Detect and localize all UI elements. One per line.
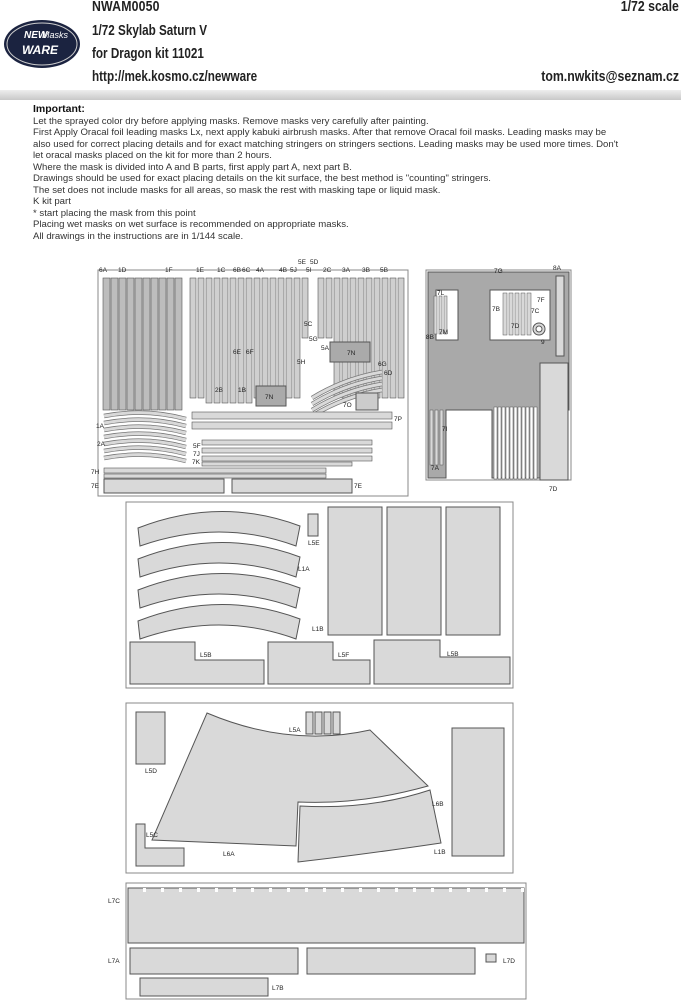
mask-l1b-2	[387, 507, 441, 635]
mask-l7a-2	[307, 948, 475, 974]
mask-label: 5C	[304, 321, 313, 328]
notch	[323, 888, 326, 892]
stripe-mask-7b	[503, 293, 507, 335]
mask-7e-right	[232, 479, 352, 493]
mask-label: 1F	[165, 267, 173, 274]
mask-label: 7B	[492, 306, 500, 313]
mask-label: 7E	[354, 483, 362, 490]
mask-label: 6E	[233, 349, 241, 356]
mask-8a	[556, 276, 564, 356]
strip-mask	[246, 278, 252, 403]
notch	[467, 888, 470, 892]
instruction-line: also used for correct placing details and for exact matching stringers on stringers sections. Leading masks may be used more times. Don't	[33, 138, 619, 150]
mask-label: 6G	[378, 361, 387, 368]
long-strip-mask	[192, 422, 392, 429]
notch	[503, 888, 506, 892]
strip-mask	[206, 278, 212, 403]
mask-label: L1A	[298, 566, 310, 573]
svg-text:Masks: Masks	[42, 30, 69, 40]
mask-label: 2A	[97, 441, 105, 448]
mask-label: L7C	[108, 898, 120, 905]
instruction-line: Drawings should be used for exact placing details on the kit surface, the best method is "counting" stringers.	[33, 173, 491, 184]
long-strip-mask	[202, 462, 352, 466]
mask-label: 7H	[91, 469, 100, 476]
strip-mask	[262, 278, 268, 398]
mask-label: 9	[541, 339, 545, 346]
stripe-mask-7i	[435, 410, 438, 465]
product-title: 1/72 Skylab Saturn V	[92, 22, 208, 39]
mask-label: 6A	[99, 267, 107, 274]
strip-mask	[302, 278, 308, 338]
mask-label: 1B	[238, 387, 246, 394]
mask-label: 5A	[321, 345, 329, 352]
instruction-line: The set does not include masks for all areas, so mask the rest with masking tape or liquid mask.	[33, 184, 441, 196]
mask-label: 7P	[394, 416, 402, 423]
mask-label: 8A	[553, 265, 561, 272]
mask-label: 5G	[309, 336, 318, 343]
mask-l1b-3	[446, 507, 500, 635]
mask-label: 7N	[265, 394, 274, 401]
strip-mask	[278, 278, 284, 398]
mask-label: 5B	[380, 267, 388, 274]
mask-label: 3B	[362, 267, 370, 274]
mask-label: 5D	[310, 259, 319, 266]
strip-mask	[318, 278, 324, 338]
mask-label: 1A	[96, 423, 104, 430]
notch	[449, 888, 452, 892]
notch	[359, 888, 362, 892]
mask-label: 6C	[242, 267, 251, 274]
strip-mask	[127, 278, 134, 410]
stripe-mask	[522, 407, 525, 479]
mask-label: 7K	[192, 459, 200, 466]
mask-label: 1C	[217, 267, 226, 274]
mask-l5d	[136, 712, 165, 764]
mask-label: 5E	[298, 259, 306, 266]
mask-label: 5H	[297, 359, 306, 366]
notch	[269, 888, 272, 892]
mask-label: L7B	[272, 985, 284, 992]
long-strip-mask	[104, 468, 326, 473]
mask-label: 4B	[279, 267, 287, 274]
mask-7o	[356, 393, 378, 410]
notch	[287, 888, 290, 892]
strip-mask	[286, 278, 292, 398]
instruction-line: Where the mask is divided into A and B parts, first apply part A, next part B.	[33, 161, 352, 173]
notch	[215, 888, 218, 892]
mask-l1b-1	[328, 507, 382, 635]
mask-label: 6D	[384, 370, 393, 377]
instructions-heading: Important:	[33, 103, 85, 115]
strip-mask	[294, 278, 300, 398]
strip-mask	[390, 278, 396, 398]
instruction-line: First Apply Oracal foil leading masks Lx, next apply kabuki airbrush masks. After that remove Oracal foil masks. Leading masks may be	[33, 127, 607, 138]
notch	[251, 888, 254, 892]
mask-label: L5B	[447, 651, 459, 658]
strip-mask	[198, 278, 204, 398]
mask-label: L5D	[145, 768, 157, 775]
mask-label: 7A	[431, 465, 439, 472]
mask-7e-left	[104, 479, 224, 493]
mask-label: L6B	[432, 801, 444, 808]
svg-text:WARE: WARE	[22, 43, 58, 57]
mask-l5a-2	[315, 712, 322, 734]
website-link[interactable]: http://mek.kosmo.cz/newware	[92, 68, 258, 85]
stripe-mask	[514, 407, 517, 479]
strip-mask	[167, 278, 174, 410]
instruction-line: * start placing the mask from this point	[33, 207, 196, 219]
mask-l5a-4	[333, 712, 340, 734]
notch	[143, 888, 146, 892]
mask-label: 4A	[256, 267, 264, 274]
stripe-mask	[534, 407, 537, 479]
mask-label: L5F	[338, 652, 350, 659]
mask-label: L7A	[108, 958, 120, 965]
strip-mask	[270, 278, 276, 398]
stripe-mask	[510, 407, 513, 479]
notch	[233, 888, 236, 892]
stripe-mask	[494, 407, 497, 479]
instruction-line: let oracal masks placed on the kit for more than 2 hours.	[33, 150, 272, 161]
stripe-mask-7i	[440, 410, 443, 465]
mask-l5e	[308, 514, 318, 536]
stripe-mask-7l	[434, 296, 437, 334]
mask-l7b	[140, 978, 268, 996]
mask-label: L5E	[308, 540, 320, 547]
strip-mask	[175, 278, 182, 410]
strip-mask	[254, 278, 260, 398]
mask-label: 6F	[246, 349, 254, 356]
mask-label: 5F	[193, 443, 201, 450]
notch	[521, 888, 524, 892]
notch	[179, 888, 182, 892]
notch	[197, 888, 200, 892]
mask-label: 5I	[306, 267, 312, 274]
mask-label: 1E	[196, 267, 204, 274]
mask-label: 7E	[91, 483, 99, 490]
long-strip-mask	[202, 448, 372, 453]
strip-mask	[334, 278, 340, 398]
long-strip-mask	[192, 412, 392, 419]
mask-l7d	[486, 954, 496, 962]
mask-l7c	[128, 888, 524, 943]
product-code: NWAM0050	[92, 0, 160, 15]
stripe-mask	[498, 407, 501, 479]
strip-mask	[222, 278, 228, 403]
mask-label: 6B	[233, 267, 241, 274]
strip-mask	[382, 278, 388, 398]
mask-label: 7J	[193, 451, 200, 458]
stripe-mask	[518, 407, 521, 479]
long-strip-mask	[202, 456, 372, 461]
mask-label: L7D	[503, 958, 515, 965]
mask-label: 8B	[426, 334, 434, 341]
mask-label: 7M	[439, 329, 449, 336]
instruction-line: Placing wet masks on wet surface is recommended on appropriate masks.	[33, 219, 349, 230]
mask-label: L1B	[434, 849, 446, 856]
strip-mask	[398, 278, 404, 398]
instruction-line: All drawings in the instructions are in 1/144 scale.	[33, 230, 244, 242]
notch	[395, 888, 398, 892]
mask-label: 7F	[537, 297, 545, 304]
instruction-line: K kit part	[33, 196, 71, 207]
mask-label: 7G	[494, 268, 503, 275]
mask-label: 7O	[343, 402, 352, 409]
stripe-mask	[502, 407, 505, 479]
mask-l5a-1	[306, 712, 313, 734]
stripe-mask	[530, 407, 533, 479]
strip-mask	[151, 278, 158, 410]
mask-label: 7C	[531, 308, 540, 315]
mask-label: 7N	[347, 350, 356, 357]
strip-mask	[135, 278, 142, 410]
scale-label: 1/72 scale	[620, 0, 679, 15]
strip-mask	[214, 278, 220, 403]
mask-label: L5B	[200, 652, 212, 659]
strip-mask	[190, 278, 196, 398]
notch	[305, 888, 308, 892]
stripe-mask-7i	[430, 410, 433, 465]
mask-l6b	[452, 728, 504, 856]
notch	[485, 888, 488, 892]
stripe-mask	[526, 407, 529, 479]
strip-mask	[230, 278, 236, 403]
stripe-mask	[506, 407, 509, 479]
mask-label: 3A	[342, 267, 350, 274]
strip-mask	[143, 278, 150, 410]
mask-label: 7L	[437, 290, 445, 297]
strip-mask	[238, 278, 244, 403]
mask-label: 1D	[118, 267, 127, 274]
long-strip-mask	[202, 440, 372, 445]
long-strip-mask	[104, 474, 326, 478]
mask-label: 5J	[290, 267, 297, 274]
stripe-mask-7b	[521, 293, 525, 335]
strip-mask	[326, 278, 332, 338]
mask-l5a-3	[324, 712, 331, 734]
svg-text:NEW: NEW	[24, 30, 48, 41]
instruction-line: Let the sprayed color dry before applying masks. Remove masks very carefully after painting.	[33, 115, 429, 127]
strip-mask	[159, 278, 166, 410]
mask-7d	[540, 363, 568, 480]
kit-reference: for Dragon kit 11021	[92, 45, 204, 62]
mask-label: 7D	[549, 486, 558, 493]
strip-mask	[103, 278, 110, 410]
mask-label: 7D	[511, 323, 520, 330]
mask-label: L1B	[312, 626, 324, 633]
mask-label: 2C	[323, 267, 332, 274]
mask-label: L6A	[223, 851, 235, 858]
email-link[interactable]: tom.nwkits@seznam.cz	[541, 68, 679, 85]
mask-label: 7I	[442, 426, 448, 433]
strip-mask	[111, 278, 118, 410]
mask-label: L5C	[146, 832, 158, 839]
notch	[413, 888, 416, 892]
notch	[377, 888, 380, 892]
mask-l7a-1	[130, 948, 298, 974]
strip-mask	[119, 278, 126, 410]
notch	[161, 888, 164, 892]
mask-label: 2B	[215, 387, 223, 394]
notch	[431, 888, 434, 892]
mask-label: L5A	[289, 727, 301, 734]
notch	[341, 888, 344, 892]
